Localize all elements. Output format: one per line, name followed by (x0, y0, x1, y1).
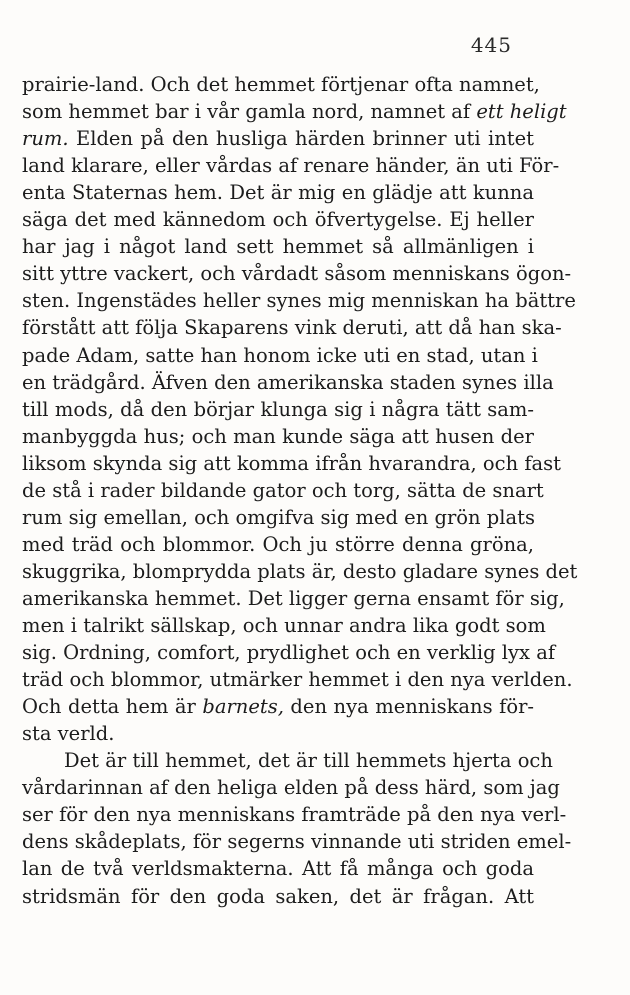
text-line (22, 71, 540, 98)
text-line (22, 693, 534, 720)
text-line (22, 774, 560, 801)
text-segment: manbyggda hus; och man kunde säga att husen der (22, 424, 534, 448)
text-segment: har jag i något land sett hemmet så allmänligen i (22, 235, 534, 259)
italic-text: barnets, (202, 695, 284, 719)
text-segment: Elden på den husliga härden brinner uti intet (68, 127, 534, 151)
text-line (22, 828, 572, 855)
text-line (22, 206, 534, 233)
text-line (22, 423, 534, 450)
text-segment: sitt yttre vackert, och vårdadt såsom menniskans ögon- (22, 262, 572, 286)
text-segment: säga det med kännedom och öfvertygelse. Ej heller (22, 208, 534, 232)
text-segment: ser för den nya menniskans framträde på den nya verl- (22, 803, 567, 827)
text-line (22, 125, 534, 152)
text-line (22, 369, 554, 396)
text-line (22, 98, 567, 125)
text-segment: dens skådeplats, för segerns vinnande uti striden emel- (22, 830, 572, 854)
text-line (22, 558, 578, 585)
text-segment: en trädgård. Äfven den amerikanska staden synes illa (22, 370, 554, 394)
text-segment: stridsmän för den goda saken, det är frågan. Att (22, 884, 534, 908)
text-line (22, 152, 560, 179)
text-segment: träd och blommor, utmärker hemmet i den nya verlden. (22, 668, 573, 692)
text-line (22, 801, 567, 828)
text-segment: men i talrikt sällskap, och unnar andra lika godt som (22, 614, 546, 637)
text-segment: prairie-land. Och det hemmet förtjenar ofta namnet, (22, 73, 540, 96)
text-line (22, 883, 534, 910)
text-segment: sten. Ingenstädes heller synes mig menniskan ha bättre (22, 289, 576, 313)
text-line (22, 314, 562, 341)
text-segment: liksom skynda sig att komma ifrån hvarandra, och fast (22, 451, 562, 475)
text-line (22, 855, 534, 882)
text-segment: till mods, då den börjar klunga sig i några tätt sam- (22, 397, 534, 421)
text-segment: Och detta hem är (22, 695, 203, 719)
text-line (22, 233, 534, 260)
text-segment: Det är till hemmet, det är till hemmets hjerta och (64, 749, 553, 773)
text-segment: skuggrika, blomprydda plats är, desto gladare synes det (22, 559, 578, 583)
text-line (22, 450, 562, 477)
text-line (22, 585, 565, 612)
text-segment: rum sig emellan, och omgifva sig med en grön plats (22, 505, 535, 529)
text-segment: sta verld. (22, 722, 115, 746)
text-line (22, 287, 576, 314)
text-segment: som hemmet bar i vår gamla nord, namnet af (22, 100, 477, 124)
page-number: 445 (470, 33, 512, 57)
text-segment: sig. Ordning, comfort, prydlighet och en verklig lyx af (22, 641, 556, 665)
text-line (22, 720, 534, 747)
text-line (22, 666, 573, 693)
text-line (22, 612, 546, 639)
text-segment: amerikanska hemmet. Det ligger gerna ensamt för sig, (22, 586, 565, 610)
text-segment: vårdarinnan af den heliga elden på dess härd, som jag (22, 776, 560, 800)
text-segment: enta Staternas hem. Det är mig en glädje att kunna (22, 181, 534, 205)
text-line (22, 477, 544, 504)
text-line (22, 531, 534, 558)
text-line (22, 639, 556, 666)
text-line (22, 260, 572, 287)
text-line (22, 504, 534, 531)
text-line (22, 342, 538, 369)
text-segment: land klarare, eller vårdas af renare händer, än uti För- (22, 154, 560, 178)
text-line (22, 396, 534, 423)
text-segment: förstått att följa Skaparens vink deruti, att då han ska- (22, 316, 562, 340)
text-segment: de stå i rader bildande gator och torg, sätta de snart (22, 478, 544, 502)
text-segment: med träd och blommor. Och ju större denna gröna, (22, 532, 534, 556)
italic-text: ett heligt (476, 100, 567, 124)
italic-text: rum. (22, 127, 69, 151)
text-segment: lan de två verldsmakterna. Att få många och goda (22, 857, 534, 881)
text-segment: den nya menniskans för- (283, 695, 534, 719)
text-segment: pade Adam, satte han honom icke uti en stad, utan i (22, 343, 538, 367)
text-line (22, 747, 553, 774)
text-line (22, 179, 534, 206)
